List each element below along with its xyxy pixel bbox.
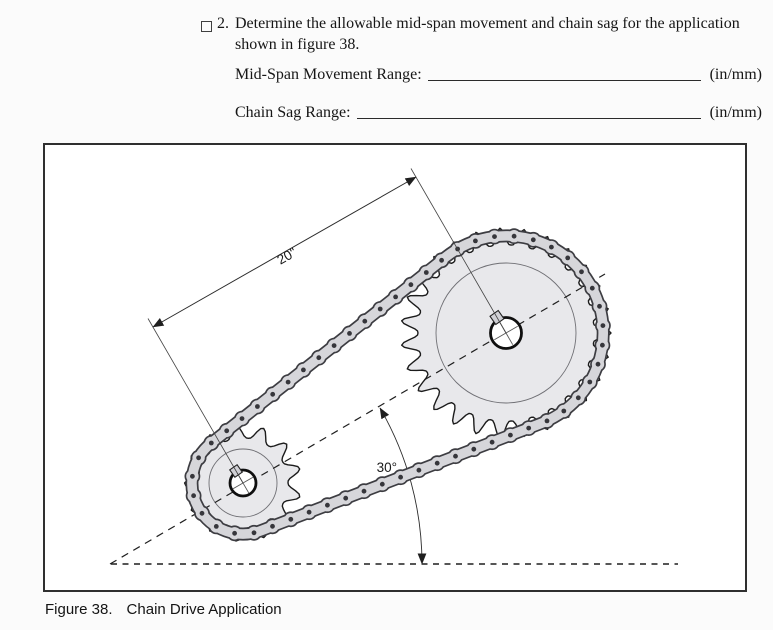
chain-pin	[196, 455, 201, 460]
chain-pin	[362, 319, 367, 324]
chain-sag-blank[interactable]	[357, 104, 701, 119]
chain-pin	[288, 517, 293, 522]
chain-pin	[240, 416, 245, 421]
chain-pin	[191, 493, 196, 498]
chain-sag-unit: (in/mm)	[709, 104, 762, 121]
question-text-line2: shown in figure 38.	[235, 36, 360, 53]
chain-pin	[190, 474, 195, 479]
question	[217, 13, 773, 55]
chain-pin	[286, 380, 291, 385]
chain-pin	[398, 475, 403, 480]
chain-pin	[435, 461, 440, 466]
chain-pin	[424, 270, 429, 275]
figure-38-frame	[43, 143, 747, 592]
chain-pin	[590, 286, 595, 291]
chain-pin	[561, 409, 566, 414]
chain-pin	[492, 234, 497, 239]
chain-sag-row	[235, 100, 762, 122]
chain-pin	[316, 355, 321, 360]
mid-span-movement-unit: (in/mm)	[709, 66, 762, 83]
dimension-label: 20"	[274, 244, 300, 268]
chain-pin	[565, 256, 570, 261]
chain-pin	[549, 245, 554, 250]
mid-span-movement-blank[interactable]	[428, 66, 701, 81]
question-text-line1: Determine the allowable mid-span movement and chain sag for the application	[235, 15, 740, 32]
chain-pin	[332, 343, 337, 348]
figure-caption-number: Figure 38.	[45, 601, 113, 618]
question-checkbox[interactable]	[201, 21, 212, 32]
chain-pin	[526, 426, 531, 431]
chain-pin	[301, 368, 306, 373]
chain-pin	[600, 343, 605, 348]
figure-caption-text: Chain Drive Application	[126, 601, 282, 618]
chain-pin	[531, 237, 536, 242]
chain-pin	[439, 258, 444, 263]
chain-sag-label: Chain Sag Range:	[235, 104, 351, 121]
chain-pin	[325, 503, 330, 508]
chain-pin	[214, 524, 219, 529]
chain-pin	[587, 380, 592, 385]
figure-caption	[45, 601, 282, 618]
chain-pin	[232, 531, 237, 536]
chain-pin	[378, 307, 383, 312]
chain-pin	[200, 511, 205, 516]
chain-pin	[393, 295, 398, 300]
chain-pin	[601, 323, 606, 328]
chain-pin	[597, 304, 602, 309]
chain-pin	[576, 395, 581, 400]
chain-pin	[471, 447, 476, 452]
chain-pin	[409, 282, 414, 287]
chain-pin	[209, 441, 214, 446]
chain-pin	[224, 428, 229, 433]
chain-pin	[380, 482, 385, 487]
chain-pin	[453, 454, 458, 459]
chain-pin	[512, 234, 517, 239]
chain-pin	[473, 239, 478, 244]
question-number: 2.	[217, 15, 229, 32]
chain-pin	[545, 419, 550, 424]
chain-pin	[270, 392, 275, 397]
chain-pin	[347, 331, 352, 336]
chain-pin	[508, 433, 513, 438]
figure-38-illustration	[45, 145, 745, 590]
angle-label: 30°	[376, 460, 397, 475]
center-line	[110, 274, 605, 564]
chain-pin	[596, 362, 601, 367]
chain-pin	[252, 530, 257, 535]
chain-pin	[255, 404, 260, 409]
mid-span-movement-row	[235, 62, 762, 84]
chain-pin	[343, 496, 348, 501]
chain-pin	[362, 489, 367, 494]
mid-span-movement-label: Mid-Span Movement Range:	[235, 66, 422, 83]
chain-pin	[579, 269, 584, 274]
chain-pin	[417, 468, 422, 473]
chain-pin	[270, 524, 275, 529]
chain-pin	[307, 510, 312, 515]
chain-pin	[490, 440, 495, 445]
